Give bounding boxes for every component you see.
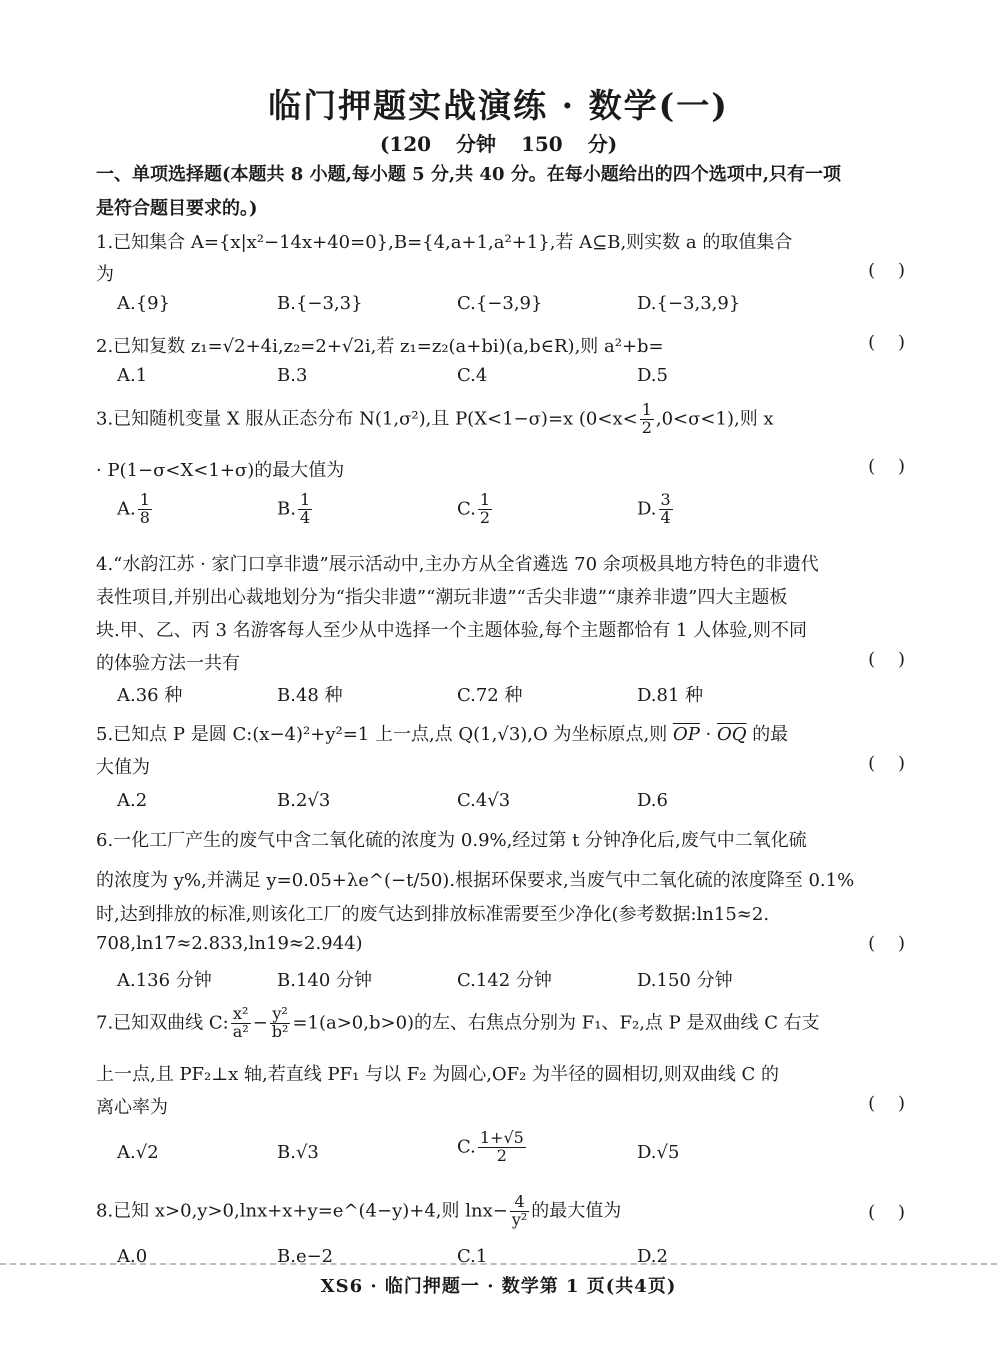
- fraction-numerator: 1: [139, 490, 150, 509]
- q1-answer-blank: ( ): [868, 260, 905, 281]
- q6-stem-line4: 708,ln17≈2.833,ln19≈2.944): [96, 933, 363, 954]
- q2-options: [117, 365, 897, 395]
- fraction-numerator: 1+√5: [479, 1128, 524, 1147]
- q1-stem-line1: 1.已知集合 A={x|x²−14x+40=0},B={4,a+1,a²+1},若 A⊆B,则实数 a 的取值集合: [96, 232, 793, 253]
- q8-stem-part2: 的最大值为: [531, 1200, 622, 1222]
- q2-stem-line1: 2.已知复数 z₁=√2+4i,z₂=2+√2i,若 z₁=z₂(a+bi)(a,b∈R),则 a²+b=: [96, 336, 664, 357]
- fraction-denominator: 2: [479, 507, 491, 527]
- exam-duration-score: (120 分钟 150 分): [379, 132, 618, 156]
- q2-option-a: A.1: [117, 365, 148, 386]
- q3-option-c: [457, 492, 494, 527]
- q5-option-a: A.2: [117, 790, 148, 811]
- q8-option-a: A.0: [117, 1246, 148, 1267]
- fraction-numerator: x²: [231, 1006, 251, 1024]
- fraction-numerator: 1: [479, 490, 491, 509]
- section-heading-line2: 是符合题目要求的。): [96, 198, 258, 219]
- q3-stem-part2: ,0<σ<1),则 x: [655, 408, 774, 430]
- option-fraction: [659, 492, 673, 527]
- q2-option-b: B.3: [277, 365, 308, 386]
- fraction-denominator: a²: [232, 1021, 249, 1041]
- q4-stem-line2: 表性项目,并别出心裁地划分为“指尖非遗”“潮玩非遗”“舌尖非遗”“康养非遗”四大主题板: [96, 587, 788, 608]
- q1-option-c: C.{−3,9}: [457, 293, 543, 314]
- q1-option-b: B.{−3,3}: [277, 293, 363, 314]
- q5-option-b: B.2√3: [277, 790, 331, 811]
- q5-option-d: D.6: [637, 790, 668, 811]
- q7-stem-line3: 离心率为: [96, 1097, 168, 1118]
- option-label: C.: [457, 1136, 476, 1158]
- q3-answer-blank: ( ): [868, 456, 905, 477]
- q4-stem-line4: 的体验方法一共有: [96, 653, 240, 674]
- option-label: C.: [457, 498, 476, 520]
- q5-stem-part1: 5.已知点 P 是圆 C:(x−4)²+y²=1 上一点,点 Q(1,√3),O 为坐标原点,则: [96, 724, 673, 745]
- section-heading-line1: 一、单项选择题(本题共 8 小题,每小题 5 分,共 40 分。在每小题给出的四个选项中,只有一项: [96, 164, 842, 185]
- q3-half-fraction: [640, 402, 654, 437]
- q7-fraction-x: [231, 1006, 251, 1041]
- q2-option-c: C.4: [457, 365, 488, 386]
- vector-op: $\overline{OP}$: [672, 724, 700, 745]
- q6-stem-line1: 6.一化工厂产生的废气中含二氧化硫的浓度为 0.9%,经过第 t 分钟净化后,废气中二氧化硫: [96, 830, 807, 851]
- q3-option-b: [277, 492, 314, 527]
- fraction-denominator: 4: [660, 507, 671, 527]
- q7-stem-part1: 7.已知双曲线 C:: [96, 1012, 229, 1034]
- q6-stem-line3: 时,达到排放的标准,则该化工厂的废气达到排放标准需要至少净化(参考数据:ln15≈2.: [96, 904, 770, 925]
- q7-stem-line2: 上一点,且 PF₂⊥x 轴,若直线 PF₁ 与以 F₂ 为圆心,OF₂ 为半径的圆相切,则双曲线 C 的: [96, 1064, 780, 1085]
- fraction-numerator: 1: [299, 490, 311, 509]
- q8-option-d: D.2: [637, 1246, 668, 1267]
- fraction-denominator: y²: [511, 1209, 528, 1229]
- q7-stem-part2: =1(a>0,b>0)的左、右焦点分别为 F₁、F₂,点 P 是双曲线 C 右支: [292, 1012, 820, 1034]
- q5-answer-blank: ( ): [868, 753, 905, 774]
- q6-stem-line2: 的浓度为 y%,并满足 y=0.05+λe^(−t/50).根据环保要求,当废气中二氧化硫的浓度降至 0.1%: [96, 870, 855, 891]
- fraction-denominator: 4: [299, 507, 311, 527]
- q5-options: [117, 790, 897, 820]
- q6-option-c: C.142 分钟: [457, 970, 552, 991]
- q6-option-b: B.140 分钟: [277, 970, 373, 991]
- q4-stem-line3: 块.甲、乙、丙 3 名游客每人至少从中选择一个主题体验,每个主题都恰有 1 人体验,则不同: [96, 620, 807, 641]
- q5-stem-line1: [96, 720, 906, 746]
- q3-option-a: [117, 492, 154, 527]
- q3-options: [117, 492, 897, 536]
- page-footer: XS6 · 临门押题一 · 数学第 1 页(共4页): [320, 1276, 677, 1297]
- q6-answer-blank: ( ): [868, 933, 905, 954]
- q6-options: [117, 966, 897, 996]
- dot-operator: ·: [699, 724, 717, 745]
- q7-option-a: A.√2: [117, 1142, 159, 1163]
- q4-option-d: D.81 种: [637, 685, 704, 706]
- q7-stem-line1: [96, 1006, 906, 1041]
- q8-answer-blank: ( ): [868, 1202, 905, 1223]
- q1-options: [117, 293, 897, 323]
- q1-option-a: A.{9}: [117, 293, 171, 314]
- q5-stem-line2: 大值为: [96, 757, 150, 778]
- q3-stem-part1: 3.已知随机变量 X 服从正态分布 N(1,σ²),且 P(X<1−σ)=x (0<x<: [96, 408, 638, 430]
- option-fraction: [478, 1130, 526, 1165]
- vector-oq: $\overline{OQ}$: [717, 724, 747, 745]
- q6-option-d: D.150 分钟: [637, 970, 733, 991]
- q8-stem-line1: [96, 1194, 906, 1229]
- q7-option-d: D.√5: [637, 1142, 680, 1163]
- q4-answer-blank: ( ): [868, 649, 905, 670]
- option-label: A.: [117, 498, 136, 520]
- q4-option-c: C.72 种: [457, 685, 523, 706]
- q5-option-c: C.4√3: [457, 790, 511, 811]
- q1-option-d: D.{−3,3,9}: [637, 293, 741, 314]
- option-fraction: [298, 492, 312, 527]
- option-fraction: [138, 492, 152, 527]
- page-cut-line: [0, 1263, 997, 1265]
- fraction-denominator: 8: [139, 507, 150, 527]
- page-title: 临门押题实战演练 · 数学(一): [268, 86, 729, 125]
- q4-option-b: B.48 种: [277, 685, 343, 706]
- q7-option-c: [457, 1130, 528, 1165]
- q4-option-a: A.36 种: [117, 685, 183, 706]
- q3-stem-line2: · P(1−σ<X<1+σ)的最大值为: [96, 460, 345, 481]
- q8-option-c: C.1: [457, 1246, 488, 1267]
- q3-option-d: [637, 492, 675, 527]
- fraction-numerator: 3: [660, 490, 671, 509]
- q4-options: [117, 681, 897, 711]
- fraction-denominator: 2: [641, 417, 652, 437]
- fraction-numerator: 1: [641, 400, 652, 419]
- minus-operator: −: [252, 1012, 268, 1034]
- fraction-denominator: b²: [271, 1021, 289, 1041]
- q2-answer-blank: ( ): [868, 332, 905, 353]
- option-label: B.: [277, 498, 296, 520]
- fraction-numerator: y²: [270, 1006, 291, 1024]
- q7-answer-blank: ( ): [868, 1093, 905, 1114]
- q6-option-a: A.136 分钟: [117, 970, 212, 991]
- q1-stem-line2: 为: [96, 264, 114, 285]
- q8-stem-part1: 8.已知 x>0,y>0,lnx+x+y=e^(4−y)+4,则 lnx−: [96, 1200, 508, 1222]
- q4-stem-line1: 4.“水韵江苏 · 家门口享非遗”展示活动中,主办方从全省遴选 70 余项极具地方特色的非遗代: [96, 554, 819, 575]
- q8-option-b: B.e−2: [277, 1246, 334, 1267]
- option-fraction: [478, 492, 492, 527]
- q2-option-d: D.5: [637, 365, 668, 386]
- q7-fraction-y: [270, 1006, 291, 1041]
- q5-stem-part2: 的最: [746, 724, 789, 745]
- q3-stem-line1: [96, 402, 906, 437]
- q7-option-b: B.√3: [277, 1142, 319, 1163]
- fraction-denominator: 2: [496, 1145, 507, 1165]
- q7-options: [117, 1130, 897, 1176]
- fraction-numerator: 4: [510, 1194, 529, 1212]
- q8-fraction: [510, 1194, 529, 1229]
- option-label: D.: [637, 498, 657, 520]
